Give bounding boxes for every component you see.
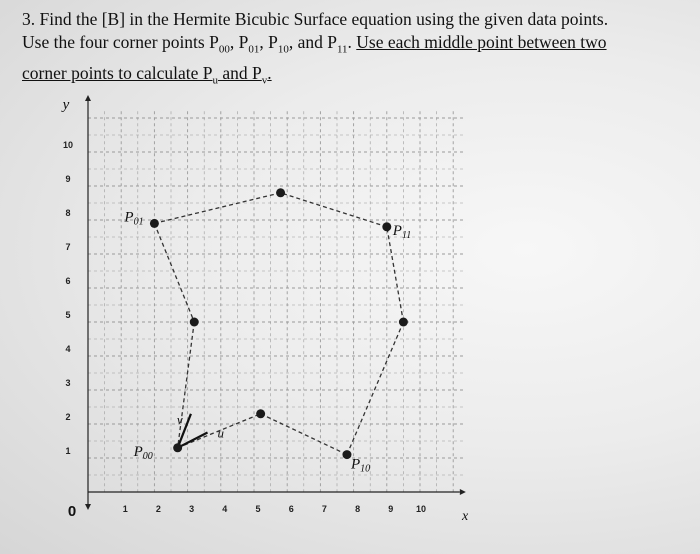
y-tick-label: 8 xyxy=(65,208,71,218)
label-base: P xyxy=(124,209,134,226)
y-tick-label: 10 xyxy=(62,140,74,150)
subscript: 10 xyxy=(277,43,289,56)
x-tick-label: 3 xyxy=(189,504,195,514)
y-axis-label: y xyxy=(62,97,70,113)
middle-point-left xyxy=(190,318,199,327)
text-fragment: , P xyxy=(259,32,278,52)
y-tick-label: 5 xyxy=(65,310,71,320)
u-vector-label: u xyxy=(217,425,225,441)
middle-point-right xyxy=(399,318,408,327)
boundary-segment xyxy=(387,227,404,322)
x-tick-label: 1 xyxy=(122,504,128,514)
boundary-segment xyxy=(347,322,403,455)
tick-labels xyxy=(61,97,469,524)
question-number: 3. xyxy=(22,9,36,29)
x-tick-label: 9 xyxy=(388,504,394,514)
boundary-segment xyxy=(154,223,194,322)
x-tick-label: 5 xyxy=(255,504,261,514)
question-sentence-1: Find the [B] in the Hermite Bicubic Surface equation using the given data points. xyxy=(39,9,609,29)
grid xyxy=(88,111,463,492)
text-fragment: and P xyxy=(218,62,262,83)
text-fragment: Use the four corner points P xyxy=(22,32,219,52)
y-tick-label: 7 xyxy=(65,242,71,252)
label-subscript: 10 xyxy=(360,463,371,475)
subscript: v xyxy=(261,74,268,86)
corner-point-p01 xyxy=(150,219,159,228)
x-tick-label: 6 xyxy=(288,504,294,514)
y-tick-label: 6 xyxy=(65,276,71,286)
point-labels xyxy=(123,209,411,474)
corner-label-p11 xyxy=(392,223,411,241)
x-tick-label: 2 xyxy=(155,504,161,514)
text-fragment: . xyxy=(347,32,352,52)
middle-point-top xyxy=(276,188,285,197)
origin-label: 0 xyxy=(67,503,77,520)
corner-label-p10 xyxy=(350,457,370,475)
corner-label-p00 xyxy=(133,444,153,462)
y-tick-label: 1 xyxy=(65,446,71,456)
y-tick-label: 4 xyxy=(65,344,71,354)
middle-point-bottom xyxy=(256,409,265,418)
subscript: 11 xyxy=(336,43,348,56)
label-base: P xyxy=(350,456,361,473)
x-axis-label: x xyxy=(462,509,469,524)
text-fragment: , P xyxy=(229,32,249,52)
tangent-vectors xyxy=(177,412,225,448)
corner-label-p01 xyxy=(123,209,143,227)
x-axis-arrowhead xyxy=(460,489,466,495)
text-fragment: . xyxy=(267,62,272,83)
text-fragment: corner points to calculate P xyxy=(22,62,213,83)
boundary-segment xyxy=(281,193,387,227)
text-fragment: , and P xyxy=(288,32,337,52)
y-tick-label: 9 xyxy=(65,174,71,184)
label-subscript: 00 xyxy=(142,450,153,462)
y-axis-arrowhead xyxy=(85,95,91,101)
label-base: P xyxy=(392,222,402,239)
boundary-segment xyxy=(154,193,280,224)
subscript: u xyxy=(212,74,218,86)
subscript: 01 xyxy=(248,43,260,56)
v-vector-label: v xyxy=(176,411,183,427)
x-tick-label: 7 xyxy=(321,504,327,514)
label-subscript: 01 xyxy=(133,216,144,228)
x-tick-label: 8 xyxy=(355,504,361,514)
x-tick-label: 4 xyxy=(222,504,228,514)
label-subscript: 11 xyxy=(401,229,412,241)
y-tick-label: 2 xyxy=(65,412,71,422)
corner-point-p11 xyxy=(382,222,391,231)
y-tick-label: 3 xyxy=(65,378,71,388)
x-tick-label: 10 xyxy=(415,504,427,514)
subscript: 00 xyxy=(218,43,230,56)
underlined-instruction: Use each middle point between two xyxy=(356,32,607,52)
y-axis-down-arrowhead xyxy=(85,504,91,510)
corner-point-p00 xyxy=(173,443,182,452)
label-base: P xyxy=(133,443,143,460)
